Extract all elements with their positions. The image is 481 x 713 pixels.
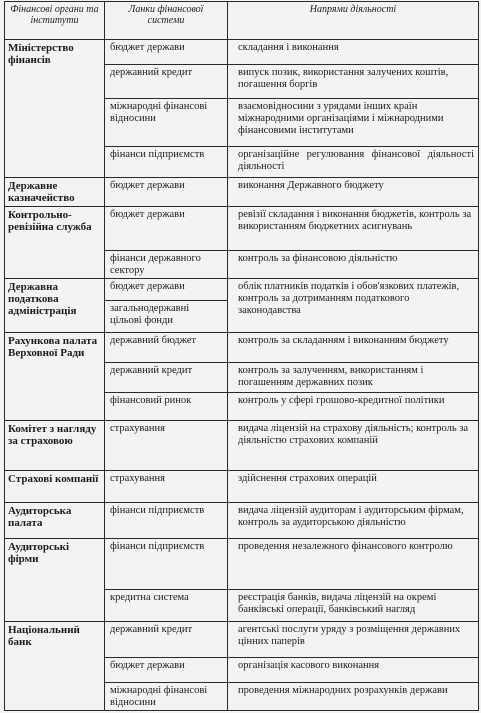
- direction-cell: контроль за залученням, використанням і погашенням державних позик: [228, 363, 479, 393]
- direction-cell: взаємовідносини з урядами інших країн міжнародними організаціями і міжнародними фінансовими інститутами: [228, 99, 479, 147]
- header-direction: Напрями діяльності: [228, 2, 479, 40]
- org-cell: Рахункова палата Верховної Ради: [5, 333, 105, 421]
- table-row: [5, 279, 479, 301]
- link-cell: кредитна система: [105, 590, 228, 622]
- table-row: [5, 333, 479, 363]
- link-cell: бюджет держави: [105, 40, 228, 65]
- direction-cell: видача ліцензій на страхову діяльність; контроль за діяльністю страхових компаній: [228, 421, 479, 471]
- direction-cell: контроль за фінансовою діяльністю: [228, 251, 479, 279]
- direction-cell: проведення незалежного фінансового контролю: [228, 539, 479, 590]
- table-row: [5, 622, 479, 658]
- direction-cell: ревізії складання і виконання бюджетів, контроль за використанням бюджетних асигнувань: [228, 207, 479, 251]
- direction-cell: здійснення страхових операцій: [228, 471, 479, 503]
- link-cell: фінанси підприємств: [105, 503, 228, 539]
- link-cell: міжнародні фінансові відносини: [105, 99, 228, 147]
- direction-cell: проведення міжнародних розрахунків держави: [228, 683, 479, 711]
- link-cell: бюджет держави: [105, 279, 228, 301]
- org-cell: Аудиторська палата: [5, 503, 105, 539]
- header-link: Ланки фінансової системи: [105, 2, 228, 40]
- finance-institutions-table: [4, 1, 479, 711]
- org-cell: Міністерство фінансів: [5, 40, 105, 178]
- table-row: [5, 539, 479, 590]
- org-cell: Державна податкова адміністрація: [5, 279, 105, 333]
- direction-cell: випуск позик, використання залучених коштів, погашення боргів: [228, 65, 479, 99]
- table-row: [5, 178, 479, 207]
- link-cell: державний кредит: [105, 65, 228, 99]
- table-row: [5, 503, 479, 539]
- direction-cell: організаційне регулювання фінансової діяльності діяльності: [228, 147, 479, 178]
- link-cell: страхування: [105, 471, 228, 503]
- link-cell: бюджет держави: [105, 178, 228, 207]
- link-cell: бюджет держави: [105, 658, 228, 683]
- table-row: [5, 40, 479, 65]
- link-cell: фінанси державного сектору: [105, 251, 228, 279]
- table-header-row: [5, 2, 479, 40]
- org-cell: Контрольно-ревізійна служба: [5, 207, 105, 279]
- link-cell: фінансовий ринок: [105, 393, 228, 421]
- link-cell: страхування: [105, 421, 228, 471]
- link-cell: міжнародні фінансові відносини: [105, 683, 228, 711]
- direction-cell: складання і виконання: [228, 40, 479, 65]
- link-cell: державний кредит: [105, 622, 228, 658]
- direction-cell: організація касового виконання: [228, 658, 479, 683]
- org-cell: Аудиторські фірми: [5, 539, 105, 622]
- direction-cell: облік платників податків і обов'язкових платежів, контроль за дотриманням податкового законодавства: [228, 279, 479, 333]
- table-row: [5, 207, 479, 251]
- table-row: [5, 471, 479, 503]
- org-cell: Державне казначейство: [5, 178, 105, 207]
- direction-cell: контроль за складанням і виконанням бюджету: [228, 333, 479, 363]
- link-cell: загальнодержавні цільові фонди: [105, 301, 228, 333]
- org-cell: Комітет з нагляду за страховою: [5, 421, 105, 471]
- direction-cell: агентські послуги уряду з розміщення державних цінних паперів: [228, 622, 479, 658]
- direction-cell: контроль у сфері грошово-кредитної політики: [228, 393, 479, 421]
- direction-cell: видача ліцензій аудиторам і аудиторським фірмам, контроль за аудиторською діяльністю: [228, 503, 479, 539]
- link-cell: державний бюджет: [105, 333, 228, 363]
- link-cell: фінанси підприємств: [105, 539, 228, 590]
- header-org: Фінансові органи та інститути: [5, 2, 105, 40]
- link-cell: державний кредит: [105, 363, 228, 393]
- org-cell: Страхові компанії: [5, 471, 105, 503]
- link-cell: бюджет держави: [105, 207, 228, 251]
- link-cell: фінанси підприємств: [105, 147, 228, 178]
- org-cell: Національний банк: [5, 622, 105, 711]
- direction-cell: виконання Державного бюджету: [228, 178, 479, 207]
- direction-cell: реєстрація банків, видача ліцензій на окремі банківські операції, банківський нагляд: [228, 590, 479, 622]
- table-row: [5, 421, 479, 471]
